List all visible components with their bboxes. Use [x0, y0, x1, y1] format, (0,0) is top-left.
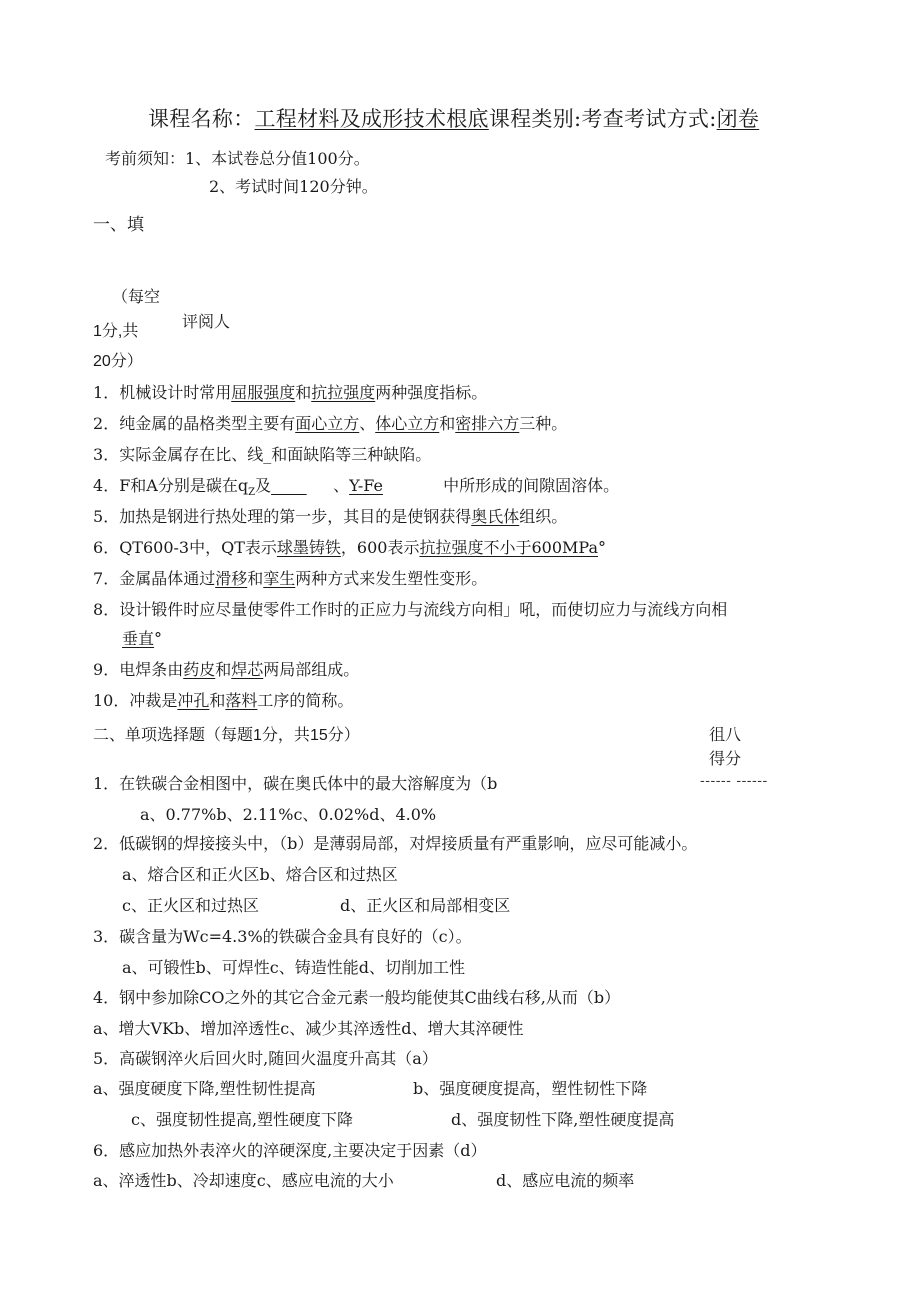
question-text: ，600表示 — [340, 538, 420, 557]
question-text: ° — [154, 629, 163, 648]
question-text: ．QT600-3中，QT表示 — [103, 538, 277, 557]
question-number: 4 — [93, 476, 104, 495]
fill-question-2 — [93, 411, 567, 434]
choice-option-5a: a、强度硬度下降,塑性韧性提高 — [93, 1079, 316, 1098]
heading-number: 15 — [309, 727, 328, 744]
section1-heading: 一、填 — [93, 215, 144, 235]
question-text: ．纯金属的晶格类型主要有 — [103, 414, 296, 433]
choice-question-5: 5．高碳钢淬火后回火时,随回火温度升高其（a） — [93, 1049, 438, 1068]
answer: 密排六方 — [455, 414, 520, 433]
section1-instruction-c: 20分） — [93, 353, 143, 370]
answer: 药皮 — [183, 660, 216, 679]
fill-question-8 — [93, 597, 727, 620]
fill-question-7 — [93, 566, 487, 589]
choice-question-1: 1．在铁碳合金相图中，碳在奥氏体中的最大溶解度为（b — [93, 774, 498, 793]
exam-note-2: 2、考试时间120分钟。 — [209, 177, 378, 196]
question-text: 两局部组成。 — [263, 660, 360, 679]
answer: 冲孔 — [177, 691, 210, 710]
section2-heading — [93, 722, 360, 745]
question-number: 2 — [93, 414, 104, 433]
choice-option-6d: d、感应电流的频率 — [496, 1171, 635, 1190]
answer: 球墨铸铁 — [276, 538, 341, 557]
fill-question-4 — [93, 473, 619, 498]
answer-blank — [271, 476, 333, 495]
fill-question-10 — [93, 688, 353, 711]
choice-option-2c: c、正火区和过热区 — [122, 896, 259, 915]
choice-question-2: 2．低碳钢的焊接接头中，（b）是薄弱局部，对焊接质量有严重影响，应尽可能减小。 — [93, 834, 698, 853]
question-text: ．冲裁是 — [113, 691, 178, 710]
question-text: ．机械设计时常用 — [103, 383, 232, 402]
answer: 体心立方 — [375, 414, 440, 433]
choice-options-2ab: a、熔合区和正火区b、熔合区和过热区 — [122, 865, 398, 884]
question-text: 、 — [359, 414, 376, 433]
question-text: 和 — [215, 660, 232, 679]
question-number: 6 — [93, 538, 104, 557]
question-text: ．设计锻件时应尽量使零件工作时的正应力与流线方向相」吼，而使切应力与流线方向相 — [103, 600, 728, 619]
question-text: ．加热是钢进行热处理的第一步，其目的是使钢获得 — [103, 507, 472, 526]
score-box-label: 徂八 — [709, 725, 742, 744]
score-label: 得分 — [709, 749, 742, 768]
heading-text: 二、单项选择题（每题 — [93, 725, 254, 744]
question-text: 三种。 — [519, 414, 568, 433]
question-text: 工序的简称。 — [257, 691, 354, 710]
question-number: 1 — [93, 383, 104, 402]
course-name: 工程材料及成形技术根底 — [254, 107, 489, 131]
question-text: 组织。 — [519, 507, 568, 526]
choice-option-5d: d、强度韧性下降,塑性硬度提高 — [451, 1110, 675, 1129]
score-dash-line: ------ ------ — [700, 773, 768, 789]
answer: 面心立方 — [295, 414, 360, 433]
answer: Y-Fe — [349, 476, 383, 495]
exam-note-1: 考前须知：1、本试卷总分值100分。 — [105, 149, 370, 168]
answer: 落料 — [225, 691, 258, 710]
question-text: ．电焊条由 — [103, 660, 184, 679]
question-text: 和 — [209, 691, 226, 710]
answer: 滑移 — [215, 569, 248, 588]
question-text: 和 — [295, 383, 312, 402]
fill-question-1 — [93, 380, 487, 403]
answer: 挛生 — [263, 569, 296, 588]
exam-mode-label: 考试方式: — [624, 107, 717, 131]
answer: 垂直 — [122, 629, 155, 648]
question-text: ° — [597, 538, 606, 557]
fill-question-6 — [93, 535, 606, 558]
question-number: 3 — [93, 445, 104, 464]
choice-options-1: a、0.77%b、2.11%c、0.02%d、4.0% — [140, 805, 437, 824]
choice-options-6abc: a、淬透性b、冷却速度c、感应电流的大小 — [93, 1171, 394, 1190]
question-text: 两种方式来发生塑性变形。 — [295, 569, 488, 588]
answer: 抗拉强度 — [311, 383, 376, 402]
choice-options-4: a、增大VKb、增加淬透性c、减少其淬透性d、增大其淬硬性 — [93, 1019, 524, 1038]
choice-option-2d: d、正火区和局部相变区 — [340, 896, 511, 915]
heading-number: 1 — [253, 727, 262, 744]
question-text: 、 — [333, 476, 350, 495]
fill-question-9 — [93, 657, 359, 680]
question-number: 9 — [93, 660, 104, 679]
exam-mode: 闭卷 — [716, 107, 760, 131]
question-text: ．F和A分别是碳在q — [103, 476, 249, 495]
course-name-label: 课程名称： — [148, 107, 255, 131]
question-text: ．实际金属存在比、线_和面缺陷等三种缺陷。 — [103, 445, 432, 464]
course-type-label: 课程类别: — [488, 107, 582, 131]
choice-question-6: 6．感应加热外表淬火的淬硬深度,主要决定于因素（d） — [93, 1141, 487, 1160]
fill-question-8-cont — [122, 626, 162, 649]
choice-options-3: a、可锻性b、可焊性c、铸造性能d、切削加工性 — [122, 958, 465, 977]
course-type: 考查 — [581, 107, 624, 131]
course-title-line — [148, 103, 759, 133]
answer: 抗拉强度不小于600MPa — [419, 538, 598, 557]
question-text: 中所形成的间隙固溶体。 — [443, 476, 620, 495]
question-text: 和 — [439, 414, 456, 433]
fill-question-3 — [93, 442, 431, 465]
choice-question-4: 4．钢中参加除CO之外的其它合金元素一般均能使其C曲线右移,从而（b） — [93, 988, 621, 1007]
choice-option-5c: c、强度韧性提高,塑性硬度下降 — [131, 1110, 354, 1129]
section1-instruction-a: （每空 — [112, 287, 161, 306]
subscript: Z — [248, 487, 256, 499]
answer: 屈服强度 — [231, 383, 296, 402]
question-text: 和 — [247, 569, 264, 588]
question-text: 及 — [255, 476, 272, 495]
question-number: 8 — [93, 600, 104, 619]
question-text: ．金属晶体通过 — [103, 569, 216, 588]
answer: 奥氏体 — [471, 507, 520, 526]
choice-option-5b: b、强度硬度提高，塑性韧性下降 — [413, 1079, 648, 1098]
section1-instruction-b: 1分,共 — [93, 323, 139, 340]
choice-question-3: 3．碳含量为Wc=4.3%的铁碳合金具有良好的（c）。 — [93, 927, 472, 946]
heading-text: 分） — [327, 725, 360, 744]
fill-question-5 — [93, 504, 567, 527]
grader-label: 评阅人 — [182, 312, 231, 331]
question-number: 7 — [93, 569, 104, 588]
question-number: 5 — [93, 507, 104, 526]
heading-text: 分，共 — [261, 725, 310, 744]
answer: 焊芯 — [231, 660, 264, 679]
question-number: 10 — [93, 691, 114, 710]
question-text: 两种强度指标。 — [375, 383, 488, 402]
